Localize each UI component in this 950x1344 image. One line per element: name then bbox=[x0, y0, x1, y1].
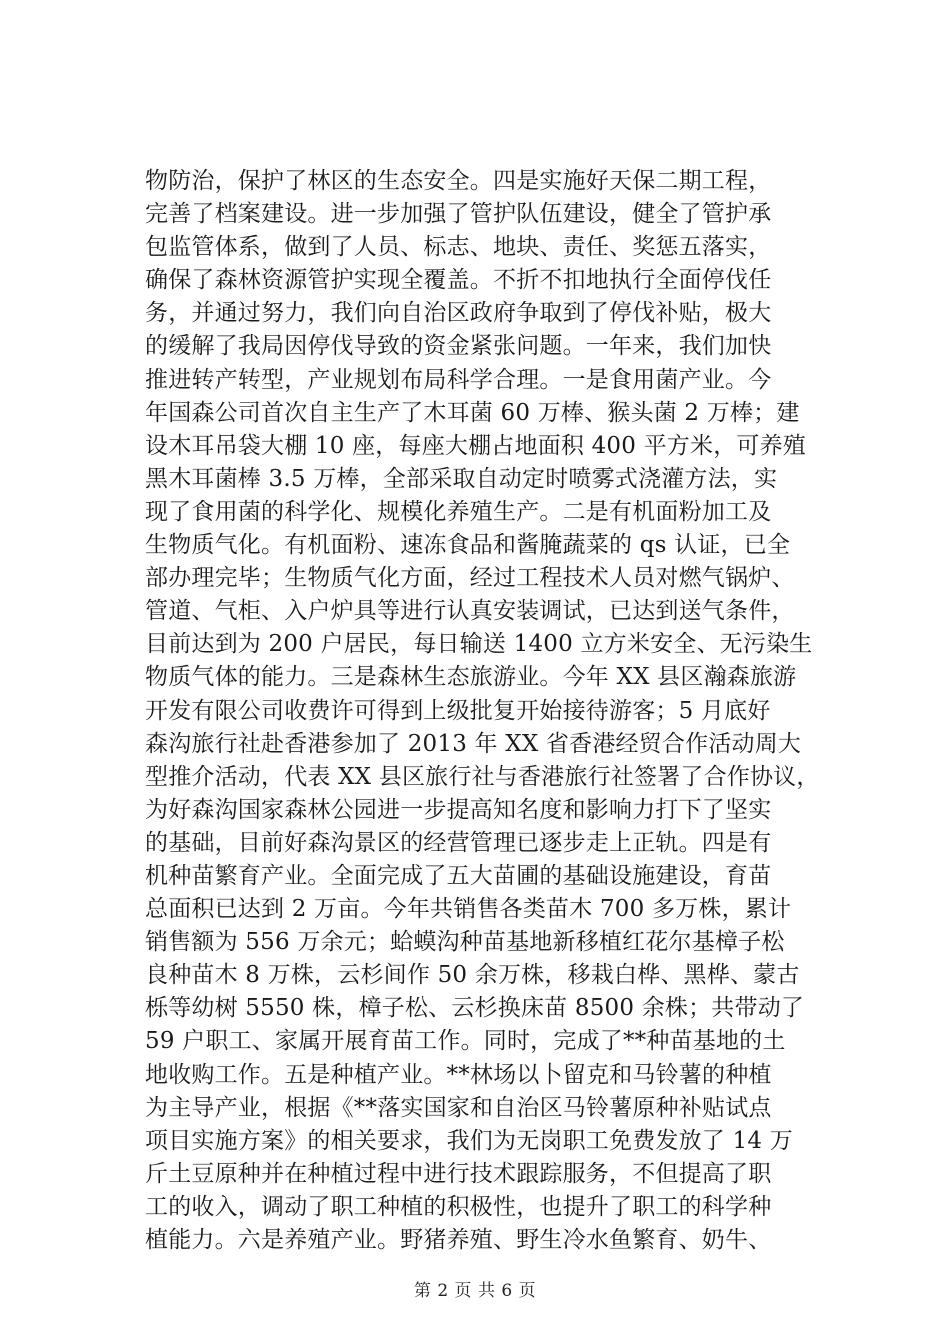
text-line: 项目实施方案》的相关要求，我们为无岗职工免费发放了 14 万 bbox=[145, 1127, 793, 1154]
text-line: 确保了森林资源管护实现全覆盖。不折不扣地执行全面停伐任 bbox=[145, 267, 772, 294]
text-line: 推进转产转型，产业规划布局科学合理。一是食用菌产业。今 bbox=[145, 366, 772, 393]
text-line: 的缓解了我局因停伐导致的资金紧张问题。一年来，我们加快 bbox=[145, 333, 772, 360]
text-line: 为好森沟国家森林公园进一步提高知名度和影响力打下了坚实 bbox=[145, 796, 772, 823]
text-line: 机种苗繁育产业。全面完成了五大苗圃的基础设施建设，育苗 bbox=[145, 862, 772, 889]
text-line: 为主导产业，根据《**落实国家和自治区马铃薯原种补贴试点 bbox=[145, 1094, 772, 1121]
text-line: 工的收入，调动了职工种植的积极性，也提升了职工的科学种 bbox=[145, 1193, 772, 1220]
text-line: 型推介活动，代表 XX 县区旅行社与香港旅行社签署了合作协议， bbox=[145, 763, 820, 790]
text-line: 植能力。六是养殖产业。野猪养殖、野生冷水鱼繁育、奶牛、 bbox=[145, 1227, 772, 1253]
text-line: 生物质气化。有机面粉、速冻食品和酱腌蔬菜的 qs 认证，已全 bbox=[145, 532, 791, 559]
text-line: 良种苗木 8 万株，云杉间作 50 余万株，移栽白桦、黑桦、蒙古 bbox=[145, 962, 800, 989]
text-line: 黑木耳菌棒 3.5 万棒，全部采取自动定时喷雾式浇灌方法，实 bbox=[145, 465, 778, 492]
text-line: 栎等幼树 5550 株，樟子松、云杉换床苗 8500 余株；共带动了 bbox=[145, 995, 805, 1022]
text-line: 地收购工作。五是种植产业。**林场以卜留克和马铃薯的种植 bbox=[145, 1061, 772, 1088]
text-line: 销售额为 556 万余元；蛤蟆沟种苗基地新移植红花尔基樟子松 bbox=[145, 929, 785, 956]
text-line: 务，并通过努力，我们向自治区政府争取到了停伐补贴，极大 bbox=[145, 300, 772, 327]
text-line: 斤土豆原种并在种植过程中进行技术跟踪服务，不但提高了职 bbox=[145, 1160, 772, 1187]
text-line: 目前达到为 200 户居民，每日输送 1400 立方米安全、无污染生 bbox=[145, 631, 813, 658]
text-line: 开发有限公司收费许可得到上级批复开始接待游客；5 月底好 bbox=[145, 697, 771, 724]
text-line: 部办理完毕；生物质气化方面，经过工程技术人员对燃气锅炉、 bbox=[145, 565, 795, 592]
text-line: 59 户职工、家属开展育苗工作。同时，完成了**种苗基地的土 bbox=[145, 1028, 786, 1055]
text-line: 总面积已达到 2 万亩。今年共销售各类苗木 700 多万株，累计 bbox=[145, 896, 792, 923]
text-line: 的基础，目前好森沟景区的经营管理已逐步走上正轨。四是有 bbox=[145, 829, 772, 856]
text-line: 物防治，保护了林区的生态安全。四是实施好天保二期工程， bbox=[145, 168, 772, 194]
text-line: 包监管体系，做到了人员、标志、地块、责任、奖惩五落实， bbox=[145, 234, 772, 261]
page-footer: 第 2 页 共 6 页 bbox=[413, 1281, 537, 1301]
body-text bbox=[145, 165, 845, 1257]
text-line: 管道、气柜、入户炉具等进行认真安装调试，已达到送气条件， bbox=[145, 598, 795, 625]
text-line: 设木耳吊袋大棚 10 座，每座大棚占地面积 400 平方米，可养殖 bbox=[145, 432, 807, 459]
text-line: 森沟旅行社赴香港参加了 2013 年 XX 省香港经贸合作活动周大 bbox=[145, 730, 802, 757]
text-line: 物质气体的能力。三是森林生态旅游业。今年 XX 县区瀚森旅游 bbox=[145, 664, 797, 691]
text-line: 现了食用菌的科学化、规模化养殖生产。二是有机面粉加工及 bbox=[145, 498, 772, 525]
text-line: 完善了档案建设。进一步加强了管护队伍建设，健全了管护承 bbox=[145, 201, 772, 228]
text-line: 年国森公司首次自主生产了木耳菌 60 万棒、猴头菌 2 万棒；建 bbox=[145, 399, 800, 426]
